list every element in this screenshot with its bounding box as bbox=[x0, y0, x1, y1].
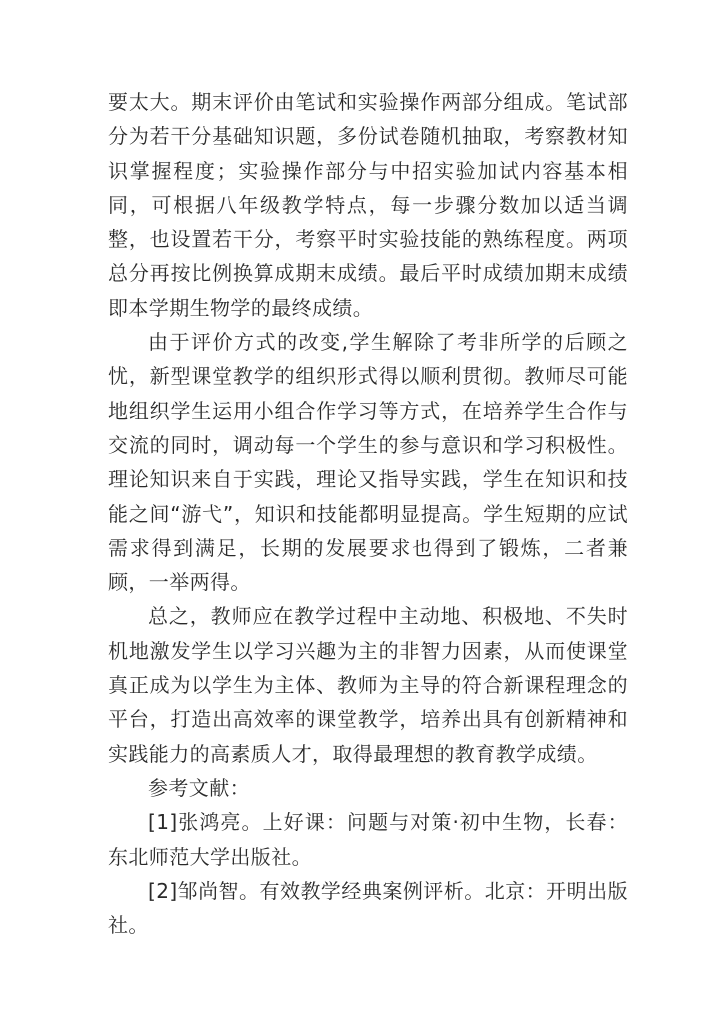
paragraph-evaluation-change: 由于评价方式的改变,学生解除了考非所学的后顾之忧，新型课堂教学的组织形式得以顺利贯彻。教师尽可能地组织学生运用小组合作学习等方式，在培养学生合作与交流的同时，调动每一个学生的参与意识和学习积极性。理论知识来自于实践，理论又指导实践，学生在知识和技能之间“游弋”，知识和技能都明显提高。学生短期的应试需求得到满足，长期的发展要求也得到了锻炼，二者兼顾，一举两得。 bbox=[108, 330, 628, 595]
document-body bbox=[108, 85, 628, 942]
paragraph-conclusion: 总之，教师应在教学过程中主动地、积极地、不失时机地激发学生以学习兴趣为主的非智力因素，从而使课堂真正成为以学生为主体、教师为主导的符合新课程理念的平台，打造出高效率的课堂教学，培养出具有创新精神和实践能力的高素质人才，取得最理想的教育教学成绩。 bbox=[108, 604, 628, 766]
paragraph-evaluation-continued: 要太大。期末评价由笔试和实验操作两部分组成。笔试部分为若干分基础知识题，多份试卷随机抽取，考察教材知识掌握程度；实验操作部分与中招实验加试内容基本相同，可根据八年级教学特点，每一步骤分数加以适当调整，也设置若干分，考察平时实验技能的熟练程度。两项总分再按比例换算成期末成绩。最后平时成绩加期末成绩即本学期生物学的最终成绩。 bbox=[108, 90, 628, 320]
reference-item-1: [1]张鸿亮。上好课：问题与对策·初中生物，长春：东北师范大学出版社。 bbox=[108, 810, 628, 869]
reference-item-2: [2]邹尚智。有效教学经典案例评析。北京：开明出版社。 bbox=[108, 878, 628, 938]
references-heading: 参考文献： bbox=[148, 775, 250, 800]
